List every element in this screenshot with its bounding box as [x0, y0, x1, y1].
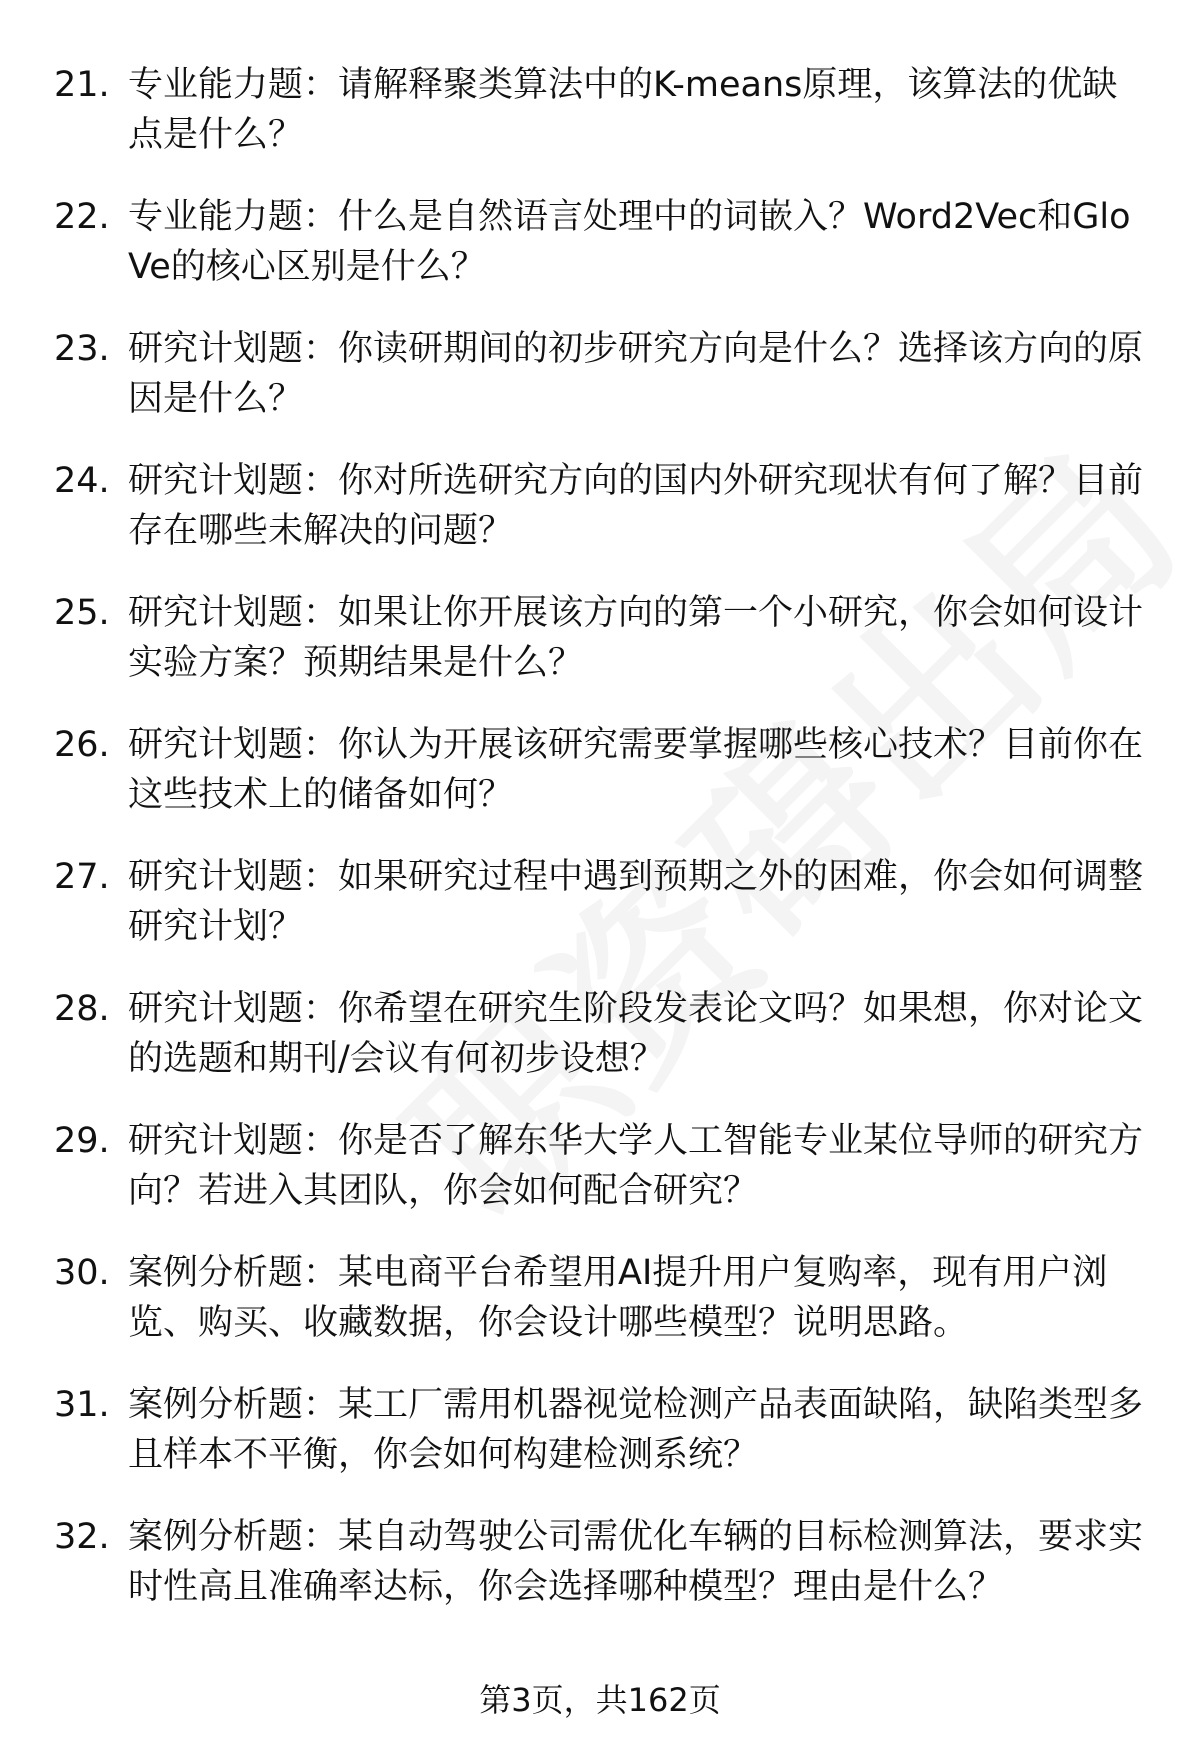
question-item — [0, 1372, 1200, 1504]
question-item — [0, 976, 1200, 1108]
question-text: 案例分析题：某工厂需用机器视觉检测产品表面缺陷，缺陷类型多且样本不平衡，你会如何构建检测系统？ — [128, 1385, 1144, 1475]
question-item — [0, 184, 1200, 316]
question-number: 23. — [54, 329, 110, 369]
page-footer — [0, 1680, 1200, 1720]
question-text: 研究计划题：如果研究过程中遇到预期之外的困难，你会如何调整研究计划？ — [128, 857, 1144, 947]
question-number: 25. — [54, 593, 110, 633]
question-text: 专业能力题：请解释聚类算法中的K-means原理，该算法的优缺点是什么？ — [128, 65, 1118, 155]
question-item — [0, 580, 1200, 712]
question-item — [0, 1504, 1200, 1636]
question-text: 研究计划题：如果让你开展该方向的第一个小研究，你会如何设计实验方案？预期结果是什么？ — [128, 593, 1144, 683]
question-number: 31. — [54, 1385, 110, 1425]
page-number-label: 第3页，共162页 — [479, 1681, 721, 1719]
question-number: 29. — [54, 1121, 110, 1161]
question-number: 26. — [54, 725, 110, 765]
question-text: 专业能力题：什么是自然语言处理中的词嵌入？Word2Vec和GloVe的核心区别是什么？ — [128, 197, 1131, 287]
question-number: 30. — [54, 1253, 110, 1293]
question-text: 研究计划题：你认为开展该研究需要掌握哪些核心技术？目前你在这些技术上的储备如何？ — [128, 725, 1144, 815]
question-number: 22. — [54, 197, 110, 237]
question-number: 24. — [54, 461, 110, 501]
question-item — [0, 844, 1200, 976]
question-text: 案例分析题：某自动驾驶公司需优化车辆的目标检测算法，要求实时性高且准确率达标，你会选择哪种模型？理由是什么？ — [128, 1517, 1144, 1607]
question-text: 研究计划题：你对所选研究方向的国内外研究现状有何了解？目前存在哪些未解决的问题？ — [128, 461, 1144, 551]
question-item — [0, 1240, 1200, 1372]
question-item — [0, 52, 1200, 184]
question-item — [0, 1108, 1200, 1240]
question-number: 28. — [54, 989, 110, 1029]
question-item — [0, 712, 1200, 844]
question-text: 研究计划题：你读研期间的初步研究方向是什么？选择该方向的原因是什么？ — [128, 329, 1144, 419]
question-text: 研究计划题：你是否了解东华大学人工智能专业某位导师的研究方向？若进入其团队，你会如何配合研究？ — [128, 1121, 1144, 1211]
question-text: 案例分析题：某电商平台希望用AI提升用户复购率，现有用户浏览、购买、收藏数据，你会设计哪些模型？说明思路。 — [128, 1253, 1108, 1343]
question-item — [0, 316, 1200, 448]
question-number: 32. — [54, 1517, 110, 1557]
question-item — [0, 448, 1200, 580]
question-number: 21. — [54, 65, 110, 105]
question-number: 27. — [54, 857, 110, 897]
question-list — [0, 52, 1200, 1636]
question-text: 研究计划题：你希望在研究生阶段发表论文吗？如果想，你对论文的选题和期刊/会议有何初步设想？ — [128, 989, 1144, 1079]
